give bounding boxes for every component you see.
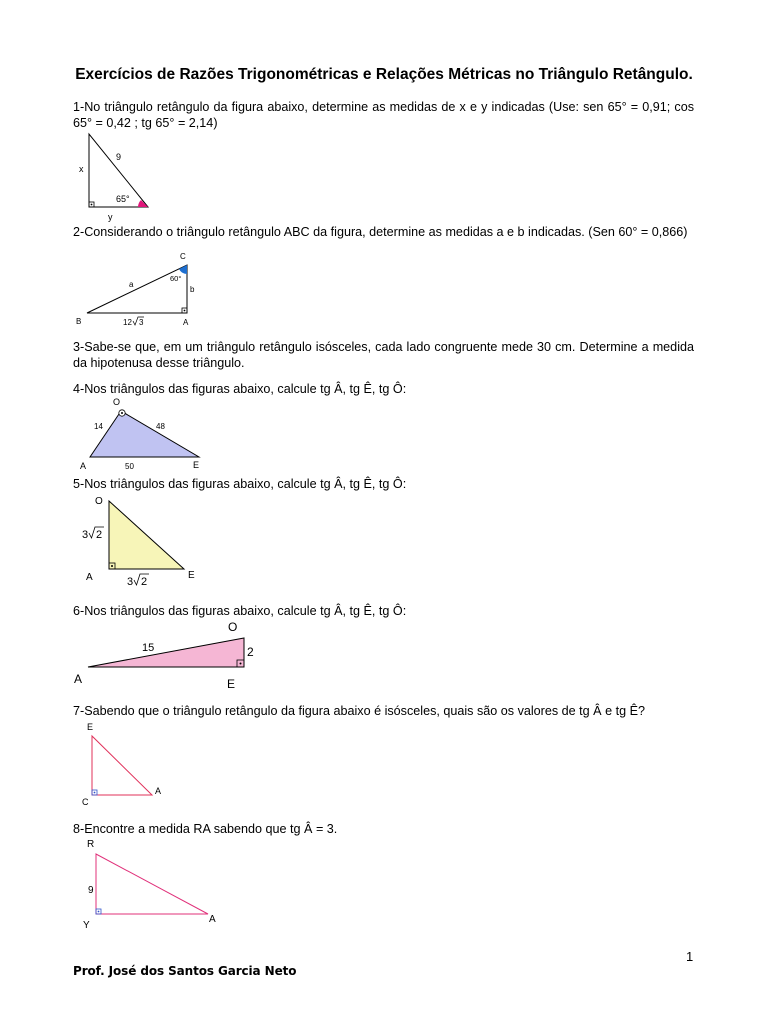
label-leg: 2: [247, 645, 254, 659]
label-b: b: [190, 285, 195, 294]
exercise-7-text: 7-Sabendo que o triângulo retângulo da figura abaixo é isósceles, quais são os valores de tg Â e tg Ê?: [73, 704, 645, 718]
author-footer: Prof. José dos Santos Garcia Neto: [73, 964, 297, 978]
label-left-coef: 3: [82, 529, 89, 541]
exercise-8-figure: [80, 836, 230, 932]
label-bottom-coef: 3: [127, 576, 134, 588]
triangle: [90, 411, 199, 457]
exercise-6-text: 6-Nos triângulos das figuras abaixo, calcule tg Â, tg Ê, tg Ô:: [73, 604, 407, 618]
exercise-8-text: 8-Encontre a medida RA sabendo que tg Â = 3.: [73, 822, 338, 836]
label-b-vertex: B: [76, 317, 82, 326]
label-a: A: [80, 461, 87, 471]
label-r: R: [87, 839, 95, 850]
triangle: [92, 736, 152, 795]
label-left-rad: 2: [96, 529, 103, 541]
exercise-4-figure: [72, 396, 212, 472]
label-a-vertex: A: [183, 318, 189, 327]
triangle: [109, 501, 184, 569]
label-e: E: [193, 460, 200, 470]
label-c: C: [180, 252, 186, 261]
label-ae: 50: [125, 462, 134, 471]
label-o: O: [113, 397, 121, 407]
label-x: x: [79, 164, 84, 174]
exercise-1-text: 1-No triângulo retângulo da figura abaixo, determine as medidas de x e y indicadas (Use: sen 65° = 0,91; cos 65° = 0,42 ; tg 65° = 2,14): [73, 100, 694, 130]
label-a: A: [86, 572, 93, 583]
triangle: [96, 854, 208, 914]
label-angle: 65°: [116, 194, 130, 204]
label-e: E: [87, 722, 94, 732]
exercise-7-figure: [78, 718, 178, 810]
label-c: C: [82, 797, 89, 807]
label-bottom-rad: 2: [141, 576, 148, 588]
page-number: 1: [686, 949, 694, 964]
label-ao: 14: [94, 422, 103, 431]
triangle: [87, 265, 187, 313]
exercise-5-figure: [78, 492, 208, 592]
label-hyp: 15: [142, 642, 155, 654]
exercise-3-text: 3-Sabe-se que, em um triângulo retângulo isósceles, cada lado congruente mede 30 cm. Determine a medida da hipotenusa desse triângulo.: [73, 340, 694, 370]
exercise-6-figure: [72, 618, 262, 692]
exercise-2-text: 2-Considerando o triângulo retângulo ABC da figura, determine as medidas a e b indicadas. (Sen 60° = 0,866): [73, 225, 688, 239]
angle-marker: [179, 265, 187, 274]
label-a: A: [155, 786, 162, 796]
label-y: y: [108, 212, 113, 222]
label-angle: 60°: [170, 274, 182, 283]
exercise-4-text: 4-Nos triângulos das figuras abaixo, calcule tg Â, tg Ê, tg Ô:: [73, 382, 407, 396]
label-leg: 9: [88, 885, 94, 896]
exercise-5-text: 5-Nos triângulos das figuras abaixo, calcule tg Â, tg Ê, tg Ô:: [73, 477, 407, 491]
label-e: E: [188, 570, 195, 581]
label-y: Y: [83, 920, 90, 931]
label-a: A: [74, 672, 83, 686]
label-hyp: 9: [116, 152, 122, 162]
exercise-2-figure: [72, 250, 198, 330]
label-base-coef: 12: [123, 318, 132, 327]
label-e: E: [227, 677, 236, 691]
exercise-1-figure: [72, 134, 152, 222]
triangle: [88, 638, 244, 667]
document-title: Exercícios de Razões Trigonométricas e Relações Métricas no Triângulo Retângulo.: [75, 66, 693, 83]
label-base-rad: 3: [139, 318, 144, 327]
label-a: A: [209, 914, 216, 925]
label-o: O: [228, 620, 238, 634]
label-oe: 48: [156, 422, 165, 431]
label-o: O: [95, 496, 103, 507]
label-a: a: [129, 280, 134, 289]
